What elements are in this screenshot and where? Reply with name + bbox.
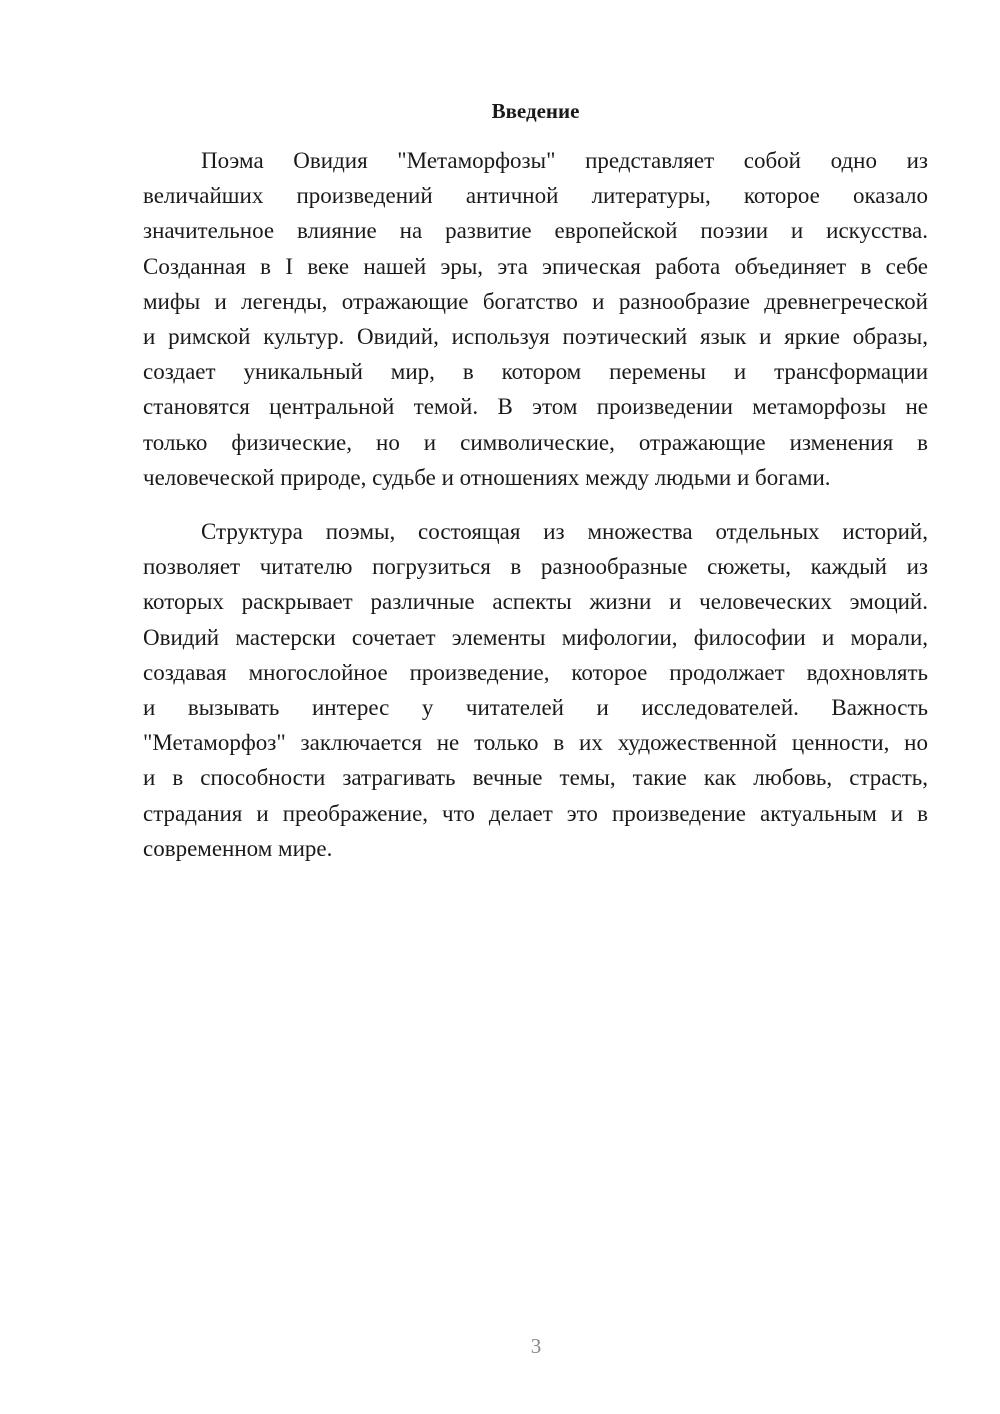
section-heading: Введение bbox=[491, 99, 580, 123]
page-number: 3 bbox=[530, 1334, 542, 1358]
paragraph-line: современном мире. bbox=[143, 835, 333, 861]
paragraph-line: становятся центральной темой. В этом произведении метаморфозы не bbox=[143, 394, 928, 420]
paragraph-line: и вызывать интерес у читателей и исследователей. Важность bbox=[143, 695, 928, 721]
paragraph-line: создает уникальный мир, в котором перемены и трансформации bbox=[143, 359, 928, 385]
paragraph-line: Поэма Овидия "Метаморфозы" представляет собой одно из bbox=[201, 148, 928, 173]
paragraph-line: величайших произведений античной литературы, которое оказало bbox=[143, 183, 928, 209]
paragraph-line: и в способности затрагивать вечные темы, такие как любовь, страсть, bbox=[143, 765, 928, 791]
paragraph-line: создавая многослойное произведение, которое продолжает вдохновлять bbox=[143, 659, 928, 685]
paragraph-line: только физические, но и символические, отражающие изменения в bbox=[143, 429, 928, 455]
paragraph-line: которых раскрывает различные аспекты жизни и человеческих эмоций. bbox=[143, 589, 928, 615]
paragraph-2 bbox=[143, 514, 928, 866]
paragraph-line: позволяет читателю погрузиться в разнообразные сюжеты, каждый из bbox=[143, 554, 928, 580]
paragraph-line: человеческой природе, судьбе и отношениях между людьми и богами. bbox=[143, 464, 831, 490]
paragraph-line: и римской культур. Овидий, используя поэтический язык и яркие образы, bbox=[143, 324, 928, 350]
paragraph-line: Созданная в I веке нашей эры, эта эпическая работа объединяет в себе bbox=[143, 253, 928, 279]
paragraph-line: Овидий мастерски сочетает элементы мифологии, философии и морали, bbox=[143, 624, 928, 650]
paragraph-1 bbox=[143, 143, 928, 495]
paragraph-line: значительное влияние на развитие европейской поэзии и искусства. bbox=[143, 218, 928, 244]
paragraph-line: мифы и легенды, отражающие богатство и разнообразие древнегреческой bbox=[143, 288, 928, 314]
paragraph-line: страдания и преображение, что делает это произведение актуальным и в bbox=[143, 800, 928, 826]
paragraph-line: "Метаморфоз" заключается не только в их художественной ценности, но bbox=[143, 730, 928, 756]
paragraph-line: Структура поэмы, состоящая из множества отдельных историй, bbox=[201, 519, 928, 544]
